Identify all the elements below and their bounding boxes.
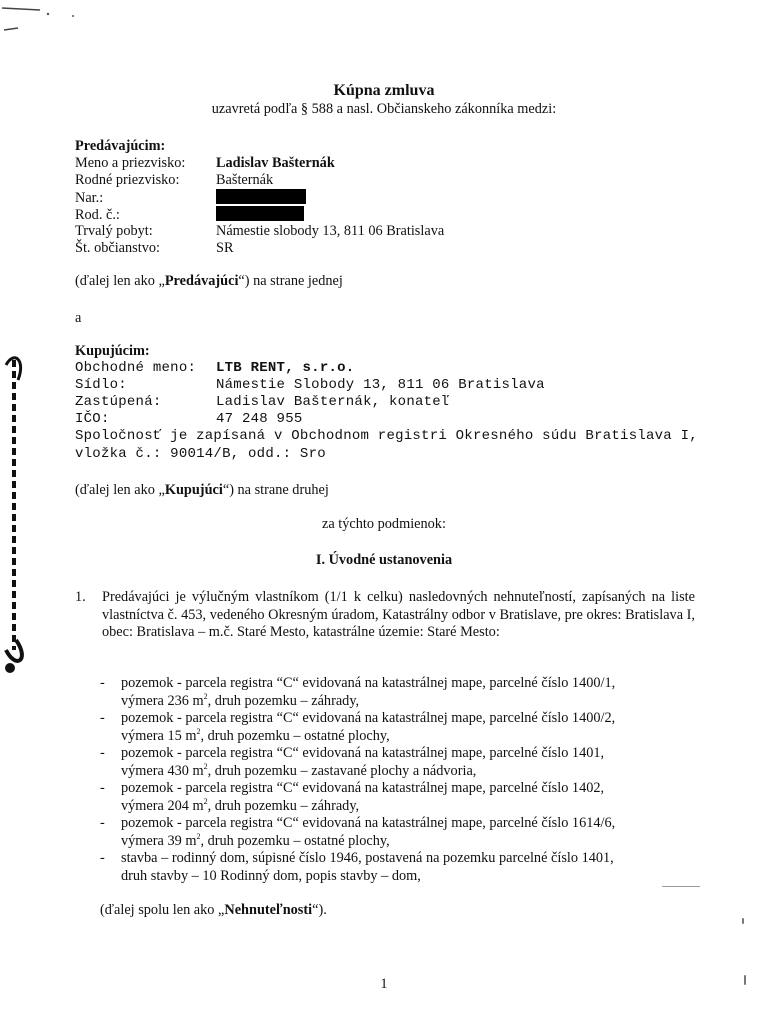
item-type: , druh pozemku – zastavané plochy a nádvoria, bbox=[207, 762, 477, 779]
superscript: 2 bbox=[203, 761, 208, 771]
field-label: Trvalý pobyt: bbox=[75, 223, 153, 239]
seller-role-line bbox=[75, 273, 343, 291]
item-line: pozemok - parcela registra “C“ evidovaná na katastrálnej mape, parcelné číslo 1400/2, bbox=[121, 710, 616, 726]
item-line: pozemok - parcela registra “C“ evidovaná na katastrálnej mape, parcelné číslo 1400/1, bbox=[121, 675, 616, 691]
field-label: Sídlo: bbox=[75, 377, 127, 393]
item-area: výmera 236 m bbox=[121, 692, 204, 709]
field-label: Št. občianstvo: bbox=[75, 240, 160, 256]
list-item bbox=[100, 780, 696, 815]
scan-corner-marks bbox=[0, 0, 80, 40]
redaction-bar bbox=[216, 206, 304, 221]
superscript: 2 bbox=[196, 726, 201, 736]
field-value: Ladislav Bašternák, konateľ bbox=[216, 394, 450, 410]
buyer-registry-line: Spoločnosť je zapísaná v Obchodnom registri Okresného súdu Bratislava I, bbox=[75, 428, 698, 444]
field-value: Námestie Slobody 13, 811 06 Bratislava bbox=[216, 377, 545, 393]
seller-birthdate-row bbox=[75, 189, 306, 208]
item-line: pozemok - parcela registra “C“ evidovaná na katastrálnej mape, parcelné číslo 1401, bbox=[121, 745, 605, 761]
list-item bbox=[100, 710, 696, 745]
scan-speck bbox=[742, 918, 744, 924]
list-item bbox=[100, 815, 696, 850]
document-title: Kúpna zmluva bbox=[333, 82, 435, 99]
buyer-company-row bbox=[75, 360, 354, 378]
field-label: Rod. č.: bbox=[75, 207, 120, 223]
list-item bbox=[100, 850, 696, 885]
conditions-line: za týchto podmienok: bbox=[322, 516, 446, 532]
item-line: stavba – rodinný dom, súpisné číslo 1946, postavená na pozemku parcelné číslo 1401, bbox=[121, 850, 614, 866]
seller-residence-row bbox=[75, 223, 444, 241]
closing-suffix: “). bbox=[312, 902, 327, 918]
role-prefix: (ďalej len ako „ bbox=[75, 273, 165, 289]
seller-birthname-row bbox=[75, 172, 273, 190]
item-type: druh stavby – 10 Rodinný dom, popis stavby – dom, bbox=[121, 867, 421, 884]
field-label: Nar.: bbox=[75, 190, 104, 206]
field-label: IČO: bbox=[75, 411, 110, 427]
field-value: SR bbox=[216, 240, 234, 256]
redaction-bar bbox=[216, 189, 306, 204]
field-value: Námestie slobody 13, 811 06 Bratislava bbox=[216, 223, 445, 239]
clause-text: Predávajúci je výlučným vlastníkom (1/1 k celku) nasledovných nehnuteľností, zapísaných na liste vlastníctva č. 453, vedeného Okresným úradom, Katastrálny odbor v Bratislave, pre okres: Bratislava I, obec: Bratislava – m.č. Staré Mesto, katastrálne územie: Staré Mesto: bbox=[102, 589, 695, 640]
superscript: 2 bbox=[196, 831, 201, 841]
page-number: 1 bbox=[380, 976, 388, 992]
item-line: pozemok - parcela registra “C“ evidovaná na katastrálnej mape, parcelné číslo 1402, bbox=[121, 780, 605, 796]
seller-heading: Predávajúcim: bbox=[75, 138, 166, 154]
list-item bbox=[100, 745, 696, 780]
closing-line bbox=[100, 902, 327, 920]
item-area: výmera 204 m bbox=[121, 797, 204, 814]
field-value: Ladislav Bašternák bbox=[216, 155, 335, 171]
item-area: výmera 39 m bbox=[121, 832, 197, 849]
field-value: Bašternák bbox=[216, 172, 274, 188]
seller-citizenship-row bbox=[75, 240, 234, 258]
field-label: Meno a priezvisko: bbox=[75, 155, 186, 171]
buyer-representative-row bbox=[75, 394, 450, 412]
item-area: výmera 430 m bbox=[121, 762, 204, 779]
seller-name-row bbox=[75, 155, 335, 173]
item-line: pozemok - parcela registra “C“ evidovaná na katastrálnej mape, parcelné číslo 1614/6, bbox=[121, 815, 616, 831]
item-type: , druh pozemku – záhrady, bbox=[207, 797, 360, 814]
item-area: výmera 15 m bbox=[121, 727, 197, 744]
item-type: , druh pozemku – ostatné plochy, bbox=[200, 832, 390, 849]
buyer-registry-line: vložka č.: 90014/B, odd.: Sro bbox=[75, 446, 326, 462]
clause-number: 1. bbox=[75, 589, 86, 605]
closing-name: Nehnuteľnosti bbox=[224, 902, 313, 918]
field-label: Rodné priezvisko: bbox=[75, 172, 180, 188]
buyer-seat-row bbox=[75, 377, 545, 395]
field-value: LTB RENT, s.r.o. bbox=[216, 360, 355, 376]
field-value: 47 248 955 bbox=[216, 411, 303, 427]
superscript: 2 bbox=[203, 796, 208, 806]
clause-1 bbox=[75, 589, 695, 642]
superscript: 2 bbox=[203, 691, 208, 701]
section-title: I. Úvodné ustanovenia bbox=[315, 552, 453, 568]
conjunction: a bbox=[75, 310, 82, 326]
closing-prefix: (ďalej spolu len ako „ bbox=[100, 902, 225, 918]
role-suffix: “) na strane druhej bbox=[222, 482, 329, 498]
binding-holes-mark bbox=[4, 350, 24, 680]
buyer-heading: Kupujúcim: bbox=[75, 343, 150, 359]
seller-idnumber-row bbox=[75, 206, 304, 225]
role-name: Predávajúci bbox=[164, 273, 239, 289]
list-item bbox=[100, 675, 696, 710]
role-name: Kupujúci bbox=[164, 482, 223, 498]
field-label: Zastúpená: bbox=[75, 394, 162, 410]
item-type: , druh pozemku – ostatné plochy, bbox=[200, 727, 390, 744]
scan-speck bbox=[662, 886, 700, 887]
role-suffix: “) na strane jednej bbox=[238, 273, 343, 289]
role-prefix: (ďalej len ako „ bbox=[75, 482, 165, 498]
property-list bbox=[100, 675, 696, 885]
buyer-ico-row bbox=[75, 411, 303, 429]
item-type: , druh pozemku – záhrady, bbox=[207, 692, 360, 709]
buyer-role-line bbox=[75, 482, 329, 500]
document-subtitle: uzavretá podľa § 588 a nasl. Občianskeho zákonníka medzi: bbox=[211, 101, 557, 117]
field-label: Obchodné meno: bbox=[75, 360, 197, 376]
